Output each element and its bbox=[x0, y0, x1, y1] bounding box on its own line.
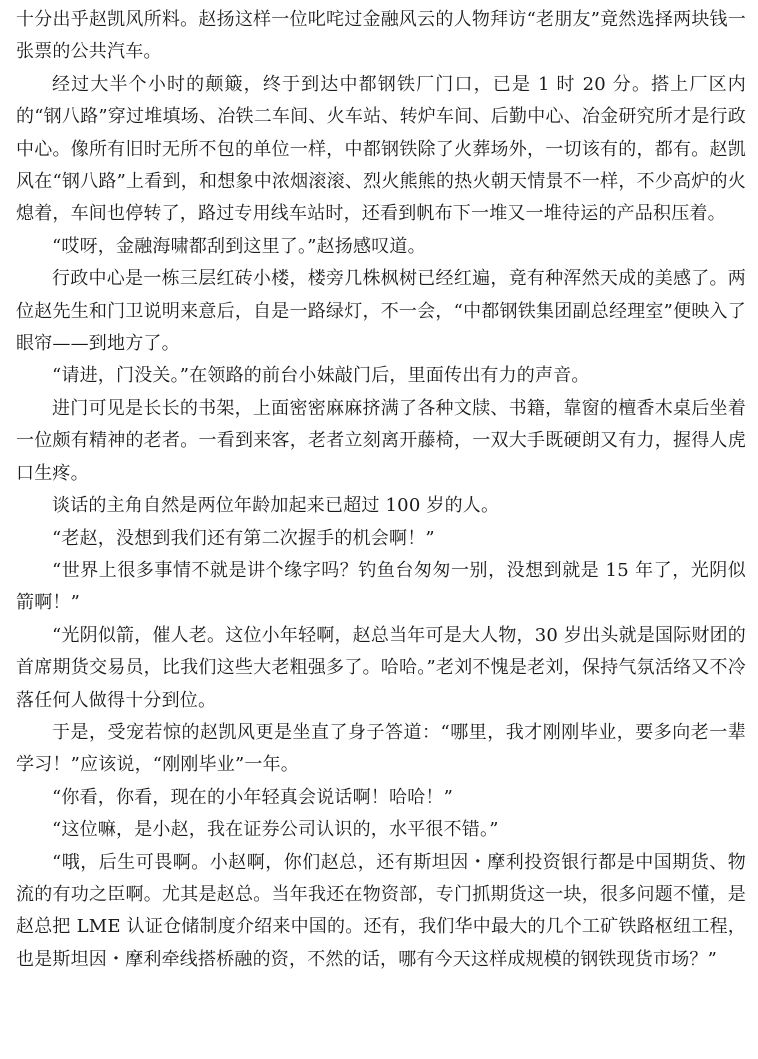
paragraph: “哦，后生可畏啊。小赵啊，你们赵总，还有斯坦因・摩利投资银行都是中国期货、物流的有功之臣啊。尤其是赵总。当年我还在物资部，专门抓期货这一块，很多问题不懂，是赵总把 LME 认证仓储制度介绍来中国的。还有，我们华中最大的几个工矿铁路枢纽工程，也是斯坦因・摩利牵线搭桥融的资，不然的话，哪有今天这样成规模的钢铁现货市场？” bbox=[16, 851, 746, 970]
paragraph: 进门可见是长长的书架，上面密密麻麻挤满了各种文牍、书籍，靠窗的檀香木桌后坐着一位颇有精神的老者。一看到来客，老者立刻离开藤椅，一双大手既硬朗又有力，握得人虎口生疼。 bbox=[16, 397, 746, 484]
paragraph: “光阴似箭，催人老。这位小年轻啊，赵总当年可是大人物，30 岁出头就是国际财团的首席期货交易员，比我们这些大老粗强多了。哈哈。”老刘不愧是老刘，保持气氛活络又不冷落任何人做得十分到位。 bbox=[16, 624, 746, 711]
paragraph: “哎呀，金融海啸都刮到这里了。”赵扬感叹道。 bbox=[52, 235, 426, 257]
paragraph: 十分出乎赵凯风所料。赵扬这样一位叱咤过金融风云的人物拜访“老朋友”竟然选择两块钱一张票的公共汽车。 bbox=[16, 9, 746, 63]
paragraph: “老赵，没想到我们还有第二次握手的机会啊！” bbox=[52, 527, 435, 549]
paragraph: “这位嘛，是小赵，我在证券公司认识的，水平很不错。” bbox=[52, 819, 499, 841]
paragraph: 经过大半个小时的颠簸，终于到达中都钢铁厂门口，已是 1 时 20 分。搭上厂区内的“钢八路”穿过堆填场、冶铁二车间、火车站、转炉车间、后勤中心、冶金研究所才是行政中心。像所有旧时无所不包的单位一样，中都钢铁除了火葬场外，一切该有的，都有。赵凯风在“钢八路”上看到，和想象中浓烟滚滚、烈火熊熊的热火朝天情景不一样，不少高炉的火熄着，车间也停转了，路过专用线车站时，还看到帆布下一堆又一堆待运的产品积压着。 bbox=[16, 73, 746, 225]
paragraph: 于是，受宠若惊的赵凯风更是坐直了身子答道：“哪里，我才刚刚毕业，要多向老一辈学习！”应该说，“刚刚毕业”一年。 bbox=[16, 721, 746, 776]
paragraph: “请进，门没关。”在领路的前台小妹敲门后，里面传出有力的声音。 bbox=[52, 365, 590, 387]
paragraph: 行政中心是一栋三层红砖小楼，楼旁几株枫树已经红遍，竟有种浑然天成的美感了。两位赵先生和门卫说明来意后，自是一路绿灯，不一会，“中都钢铁集团副总经理室”便映入了眼帘——到地方了。 bbox=[16, 268, 746, 355]
paragraph: “世界上很多事情不就是讲个缘字吗？钓鱼台匆匆一别，没想到就是 15 年了，光阴似箭啊！” bbox=[16, 559, 746, 614]
paragraph: “你看，你看，现在的小年轻真会说话啊！哈哈！” bbox=[52, 786, 454, 808]
paragraph: 谈话的主角自然是两位年龄加起来已超过 100 岁的人。 bbox=[52, 495, 500, 517]
